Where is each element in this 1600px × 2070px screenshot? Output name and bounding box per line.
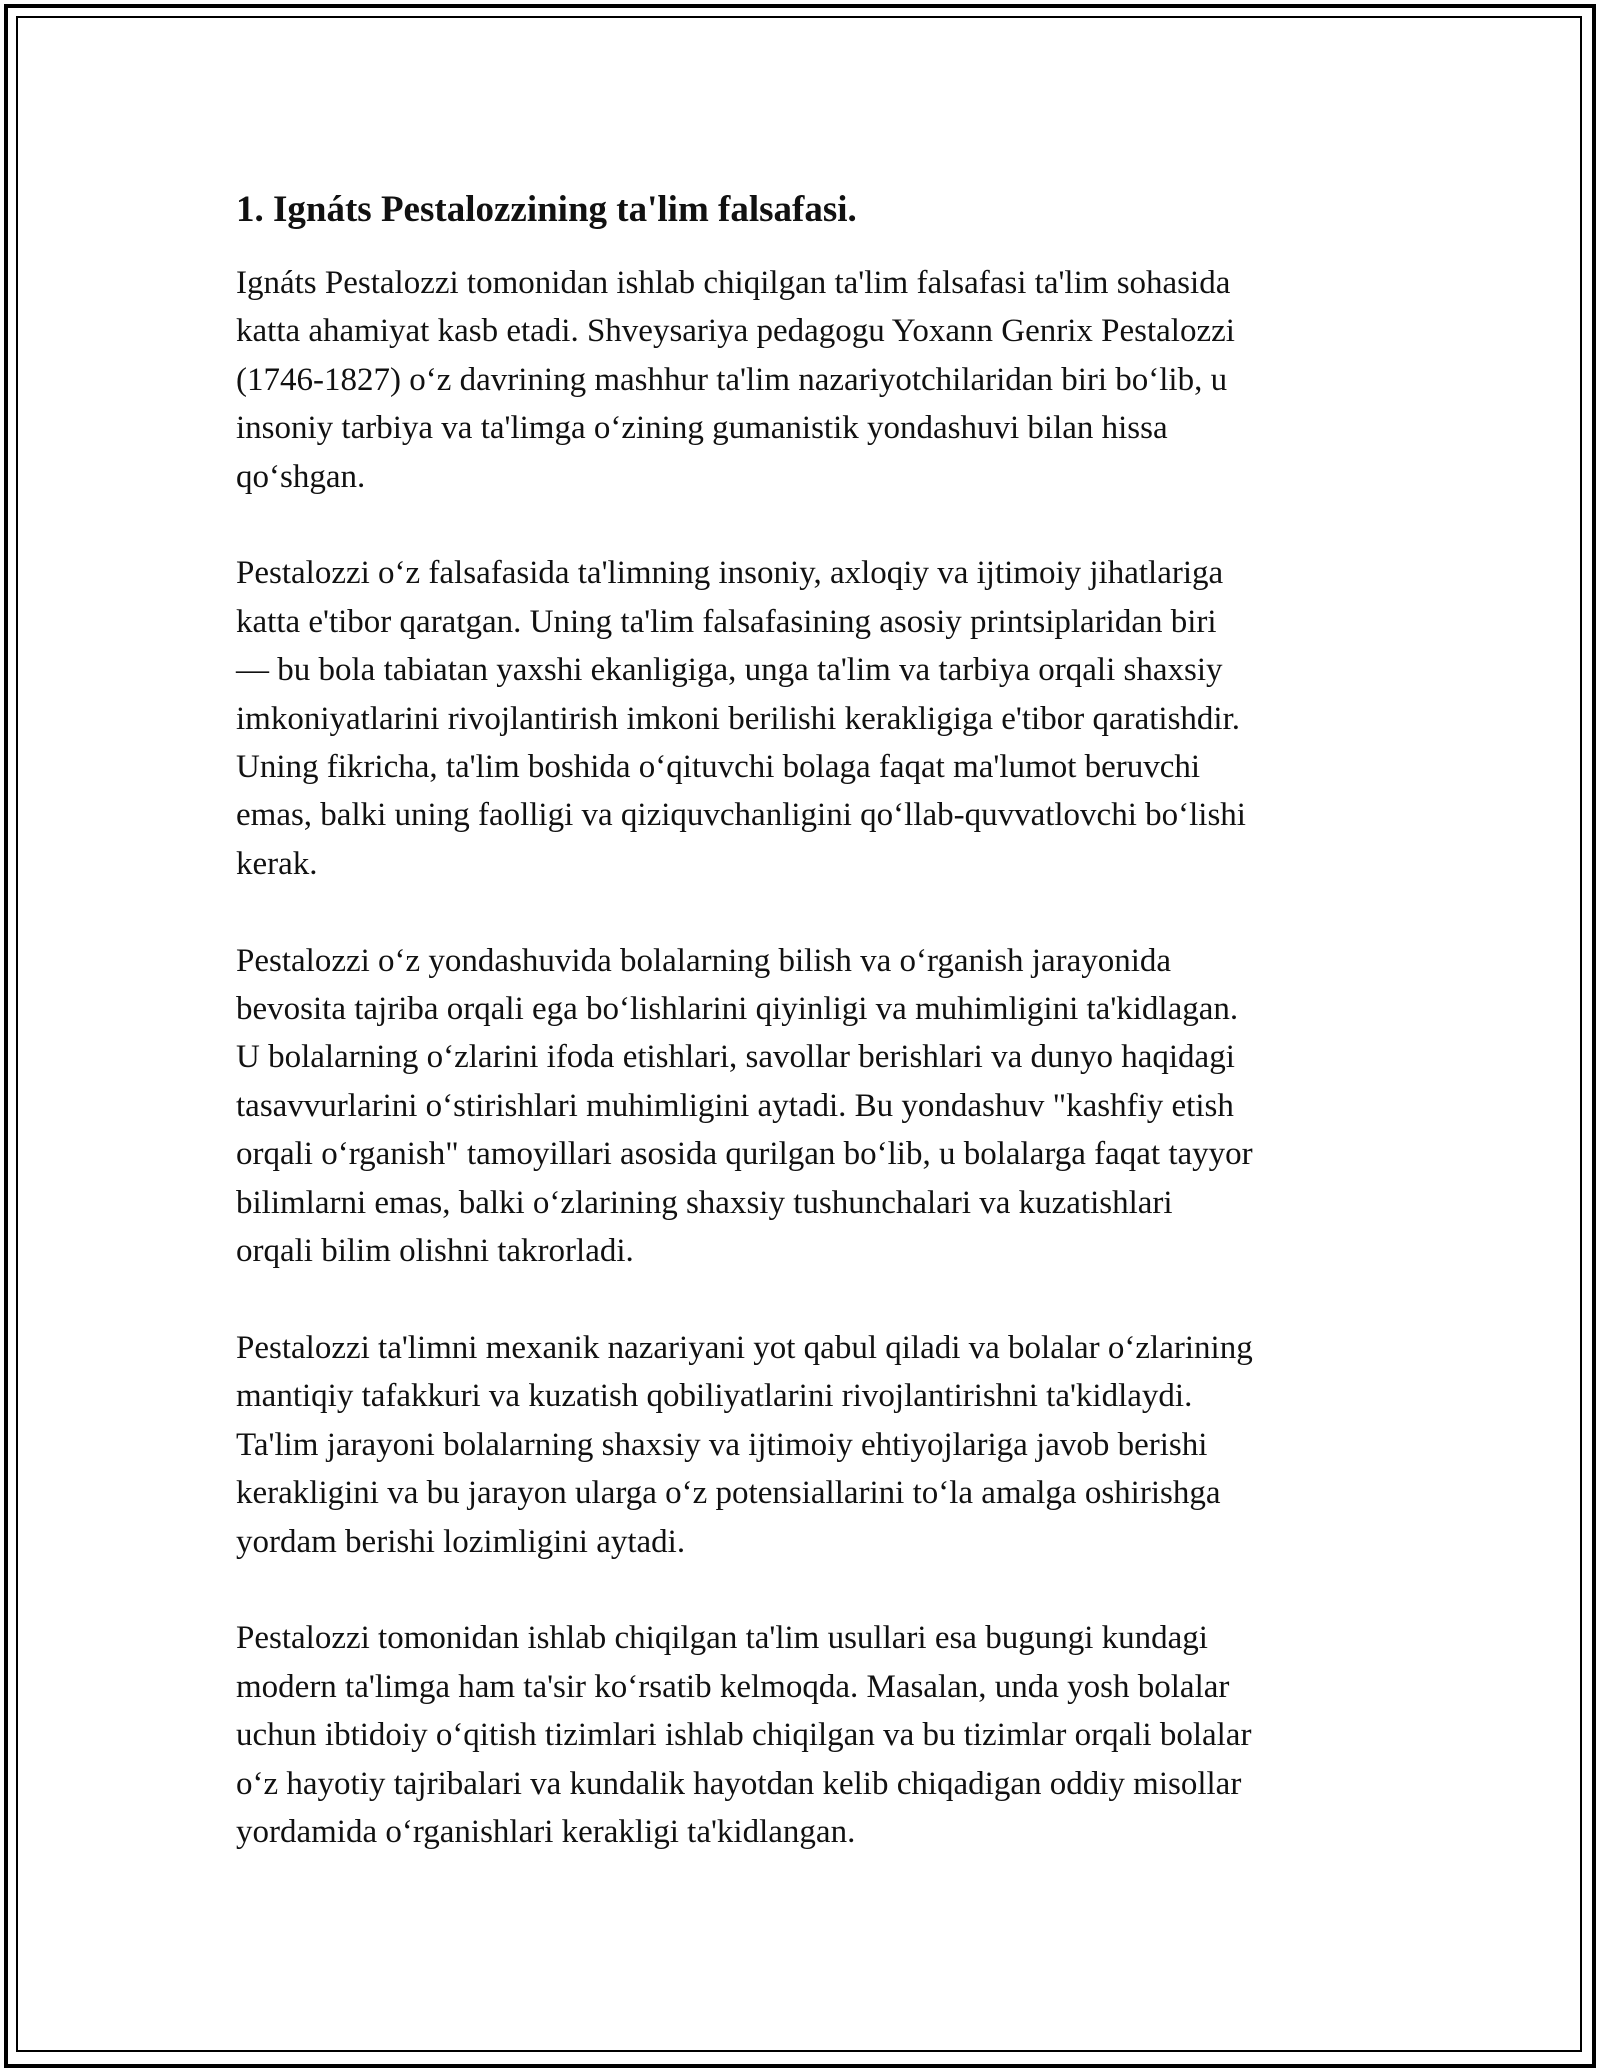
paragraph — [236, 549, 1386, 888]
text-line: imkoniyatlarini rivojlantirish imkoni berilishi kerakligiga e'tibor qaratishdir. — [236, 700, 1241, 737]
text-line: U bolalarning o‘zlarini ifoda etishlari, savollar berishlari va dunyo haqidagi — [236, 1039, 1235, 1076]
text-line: Ignáts Pestalozzi tomonidan ishlab chiqilgan ta'lim falsafasi ta'lim sohasida — [236, 265, 1231, 301]
text-line: bilimlarni emas, balki o‘zlarining shaxsiy tushunchalari va kuzatishlari — [236, 1184, 1173, 1221]
text-line: kerakligini va bu jarayon ularga o‘z potensiallarini to‘la amalga oshirishga — [236, 1475, 1221, 1512]
text-line: (1746-1827) o‘z davrining mashhur ta'lim nazariyotchilaridan biri bo‘lib, u — [236, 361, 1228, 398]
text-line: mantiqiy tafakkuri va kuzatish qobiliyatlarini rivojlantirishni ta'kidlaydi. — [236, 1378, 1193, 1415]
text-line: — bu bola tabiatan yaxshi ekanligiga, unga ta'lim va tarbiya orqali shaxsiy — [236, 652, 1223, 689]
text-line: Ta'lim jarayoni bolalarning shaxsiy va ijtimoiy ehtiyojlariga javob berishi — [236, 1426, 1208, 1463]
text-line: Uning fikricha, ta'lim boshida o‘qituvchi bolaga faqat ma'lumot beruvchi — [236, 749, 1201, 786]
text-line: modern ta'limga ham ta'sir ko‘rsatib kelmoqda. Masalan, unda yosh bolalar — [236, 1668, 1230, 1705]
text-line: emas, balki uning faolligi va qiziquvchanligini qo‘llab-quvvatlovchi bo‘lishi — [236, 797, 1246, 834]
text-line: katta e'tibor qaratgan. Uning ta'lim falsafasining asosiy printsiplaridan biri — [236, 603, 1217, 640]
text-line: yordamida o‘rganishlari kerakligi ta'kidlangan. — [236, 1813, 856, 1850]
text-line: Pestalozzi ta'limni mexanik nazariyani yot qabul qiladi va bolalar o‘zlarining — [236, 1329, 1253, 1366]
text-line: Pestalozzi o‘z falsafasida ta'limning insoniy, axloqiy va ijtimoiy jihatlariga — [236, 555, 1224, 592]
text-line: o‘z hayotiy tajribalari va kundalik hayotdan kelib chiqadigan oddiy misollar — [236, 1765, 1242, 1802]
text-line: insoniy tarbiya va ta'limga o‘zining gumanistik yondashuvi bilan hissa — [236, 410, 1168, 447]
text-line: kerak. — [236, 845, 318, 882]
text-line: qo‘shgan. — [236, 458, 366, 495]
paragraph — [236, 259, 1386, 501]
text-line: yordam berishi lozimligini aytadi. — [236, 1523, 686, 1560]
paragraph — [236, 1614, 1386, 1856]
text-line: orqali bilim olishni takrorladi. — [236, 1233, 634, 1270]
section-heading: 1. Ignáts Pestalozzining ta'lim falsafasi. — [236, 189, 857, 230]
text-line: uchun ibtidoiy o‘qitish tizimlari ishlab chiqilgan va bu tizimlar orqali bolalar — [236, 1717, 1252, 1754]
text-line: tasavvurlarini o‘stirishlari muhimligini aytadi. Bu yondashuv "kashfiy etish — [236, 1087, 1234, 1124]
text-line: Pestalozzi tomonidan ishlab chiqilgan ta'lim usullari esa bugungi kundagi — [236, 1620, 1208, 1657]
text-line: bevosita tajriba orqali ega bo‘lishlarini qiyinligi va muhimligini ta'kidlagan. — [236, 991, 1239, 1028]
document-body — [236, 186, 1386, 1905]
text-line: orqali o‘rganish" tamoyillari asosida qurilgan bo‘lib, u bolalarga faqat tayyor — [236, 1136, 1253, 1173]
text-line: katta ahamiyat kasb etadi. Shveysariya pedagogu Yoxann Genrix Pestalozzi — [236, 313, 1235, 350]
text-line: Pestalozzi o‘z yondashuvida bolalarning bilish va o‘rganish jarayonida — [236, 942, 1172, 979]
paragraph — [236, 1324, 1386, 1566]
paragraph — [236, 937, 1386, 1276]
